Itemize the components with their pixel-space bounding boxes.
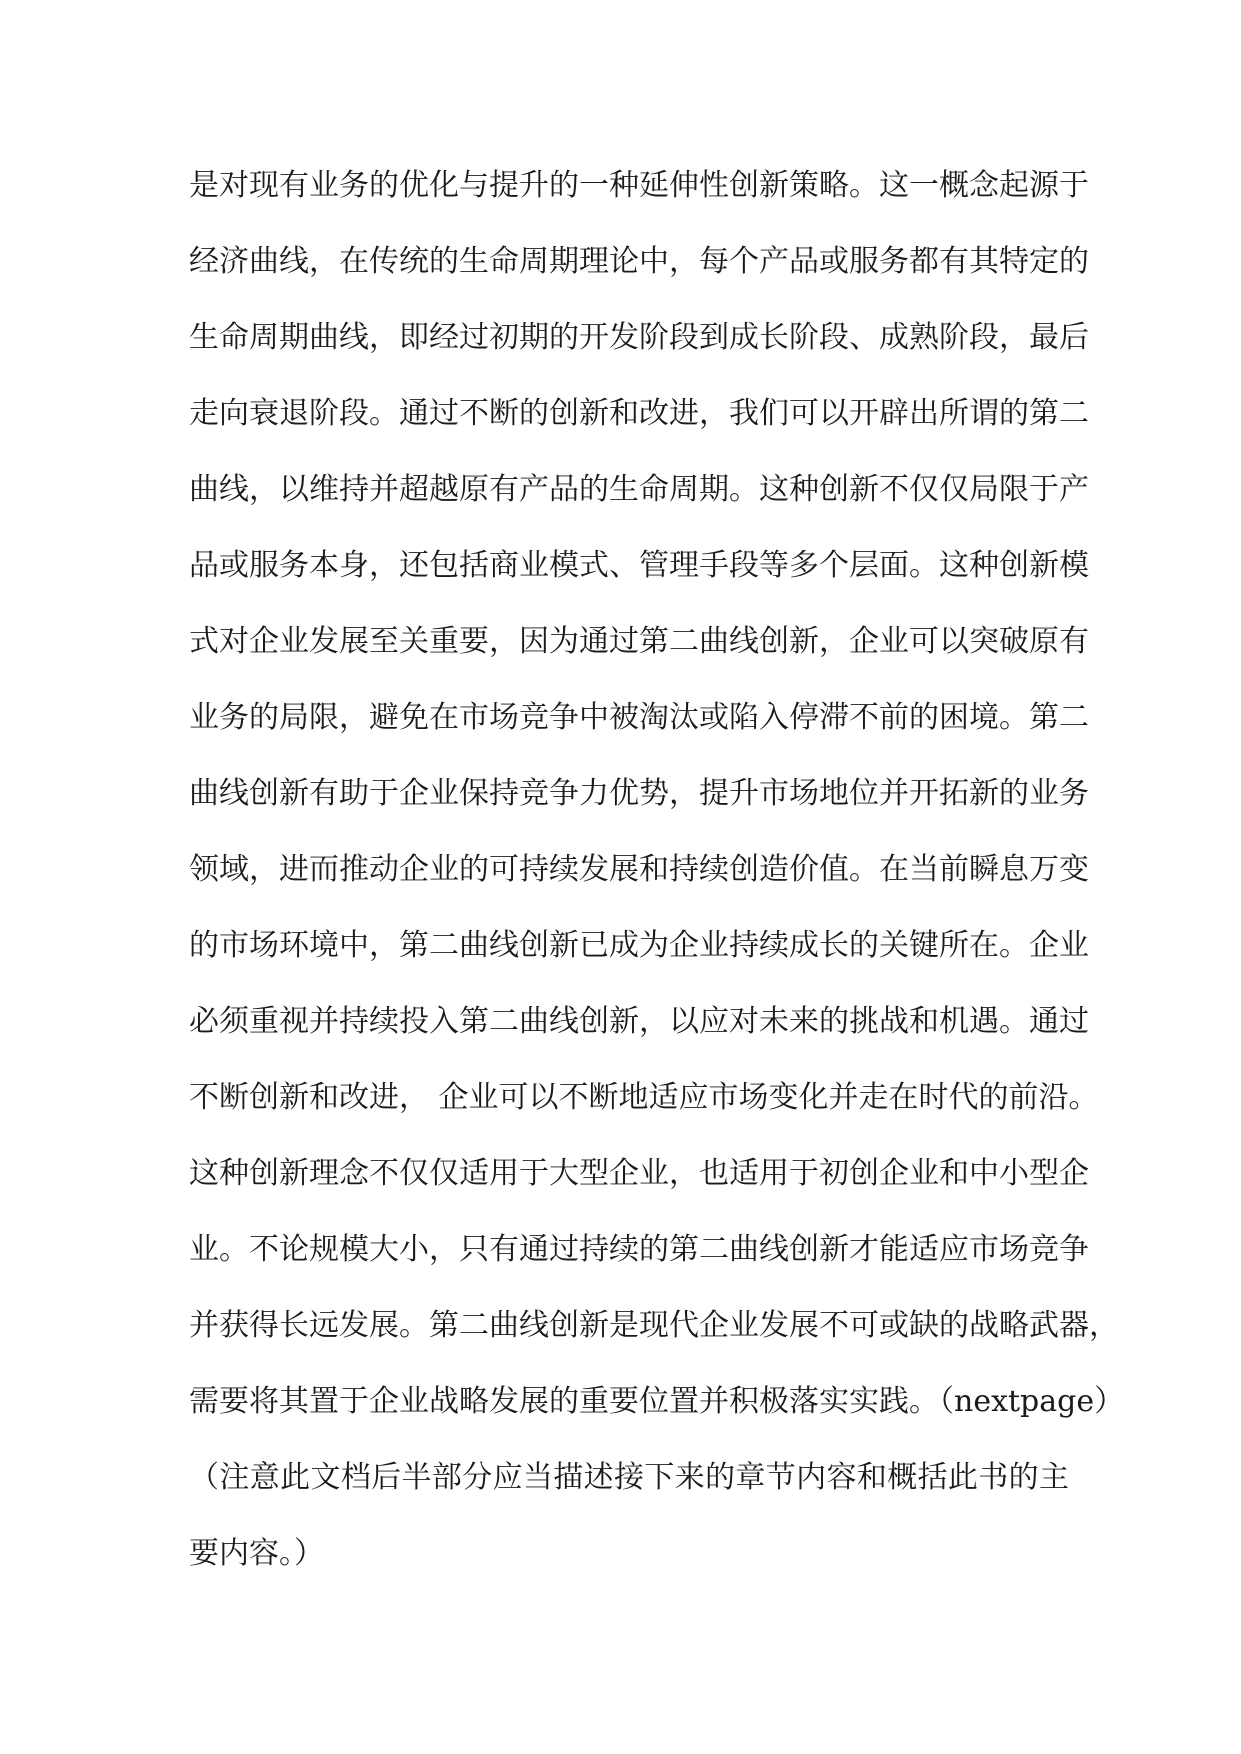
- text-line-16: 并获得长远发展。第二曲线创新是现代企业发展不可或缺的战略武器，: [189, 1308, 1119, 1343]
- text-line-9: 曲线创新有助于企业保持竞争力优势，提升市场地位并开拓新的业务: [189, 776, 1089, 811]
- text-line-18: （注意此文档后半部分应当描述接下来的章节内容和概括此书的主: [189, 1460, 1069, 1495]
- text-line-11: 的市场环境中，第二曲线创新已成为企业持续成长的关键所在。企业: [189, 928, 1089, 963]
- text-line-5: 曲线，以维持并超越原有产品的生命周期。这种创新不仅仅局限于产: [189, 472, 1089, 507]
- text-line-17: 需要将其置于企业战略发展的重要位置并积极落实实践。（nextpage）: [189, 1384, 1125, 1419]
- text-line-2: 经济曲线，在传统的生命周期理论中，每个产品或服务都有其特定的: [189, 244, 1089, 279]
- text-line-8: 业务的局限，避免在市场竞争中被淘汰或陷入停滞不前的困境。第二: [189, 700, 1089, 735]
- text-line-7: 式对企业发展至关重要，因为通过第二曲线创新，企业可以突破原有: [189, 624, 1089, 659]
- text-line-14: 这种创新理念不仅仅适用于大型企业，也适用于初创企业和中小型企: [189, 1156, 1089, 1191]
- text-line-6: 品或服务本身，还包括商业模式、管理手段等多个层面。这种创新模: [189, 548, 1089, 583]
- body-text: [189, 148, 1125, 1592]
- text-line-13: 不断创新和改进， 企业可以不断地适应市场变化并走在时代的前沿。: [189, 1080, 1099, 1115]
- text-line-19: 要内容。）: [189, 1536, 324, 1571]
- text-line-4: 走向衰退阶段。通过不断的创新和改进，我们可以开辟出所谓的第二: [189, 396, 1089, 431]
- text-line-15: 业。不论规模大小，只有通过持续的第二曲线创新才能适应市场竞争: [189, 1232, 1089, 1267]
- text-line-1: 是对现有业务的优化与提升的一种延伸性创新策略。这一概念起源于: [189, 168, 1089, 203]
- text-line-10: 领域，进而推动企业的可持续发展和持续创造价值。在当前瞬息万变: [189, 852, 1089, 887]
- text-line-12: 必须重视并持续投入第二曲线创新，以应对未来的挑战和机遇。通过: [189, 1004, 1089, 1039]
- text-line-3: 生命周期曲线，即经过初期的开发阶段到成长阶段、成熟阶段，最后: [189, 320, 1089, 355]
